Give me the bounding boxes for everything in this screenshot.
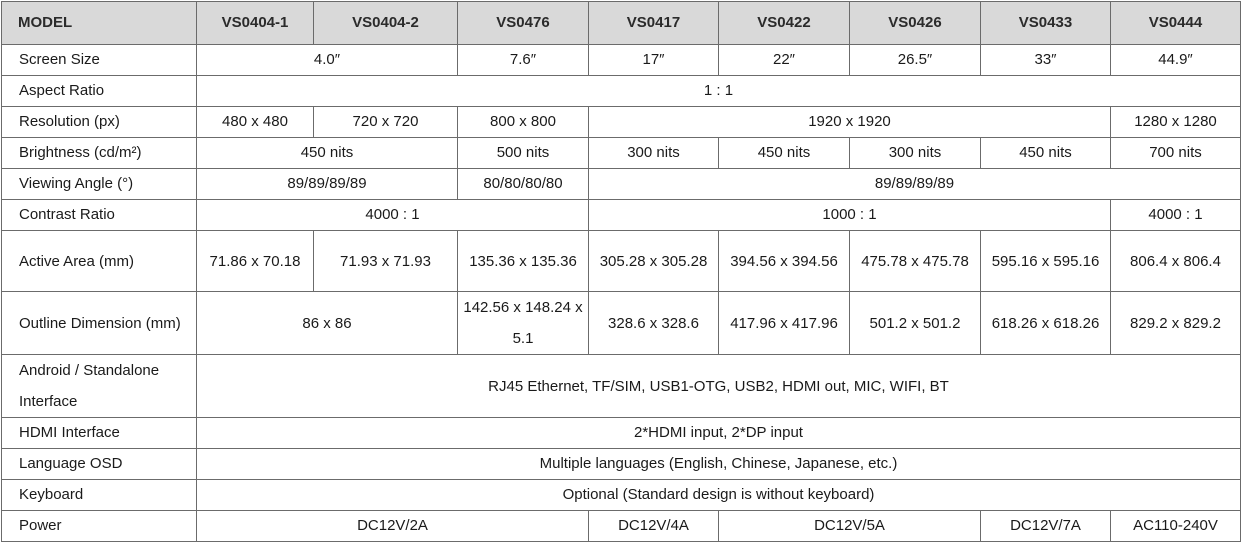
- header-model-name: VS0476: [458, 2, 589, 45]
- cell-value: 800 x 800: [458, 107, 589, 138]
- row-power: [2, 511, 1241, 542]
- cell-value: DC12V/2A: [197, 511, 589, 542]
- cell-value: 305.28 x 305.28: [589, 231, 719, 292]
- cell-value: 450 nits: [197, 138, 458, 169]
- cell-value: 22″: [719, 45, 850, 76]
- cell-value: 700 nits: [1111, 138, 1241, 169]
- cell-value: 4.0″: [197, 45, 458, 76]
- cell-value: 4000 : 1: [1111, 200, 1241, 231]
- row-hdmi-interface: [2, 418, 1241, 449]
- header-model-name: VS0404-1: [197, 2, 314, 45]
- row-label: Outline Dimension (mm): [2, 292, 197, 355]
- cell-value: 1000 : 1: [589, 200, 1111, 231]
- cell-value: 4000 : 1: [197, 200, 589, 231]
- row-label: Screen Size: [2, 45, 197, 76]
- cell-value: 501.2 x 501.2: [850, 292, 981, 355]
- cell-value: 618.26 x 618.26: [981, 292, 1111, 355]
- cell-value: DC12V/5A: [719, 511, 981, 542]
- header-model-name: VS0422: [719, 2, 850, 45]
- cell-value: 829.2 x 829.2: [1111, 292, 1241, 355]
- row-resolution: [2, 107, 1241, 138]
- cell-value: DC12V/7A: [981, 511, 1111, 542]
- row-label: HDMI Interface: [2, 418, 197, 449]
- cell-value: Multiple languages (English, Chinese, Japanese, etc.): [197, 449, 1241, 480]
- cell-value: RJ45 Ethernet, TF/SIM, USB1-OTG, USB2, HDMI out, MIC, WIFI, BT: [197, 355, 1241, 418]
- cell-value: 480 x 480: [197, 107, 314, 138]
- row-outline-dimension: [2, 292, 1241, 355]
- row-aspect-ratio: [2, 76, 1241, 107]
- row-label: Brightness (cd/m²): [2, 138, 197, 169]
- cell-value: 7.6″: [458, 45, 589, 76]
- cell-value: 89/89/89/89: [589, 169, 1241, 200]
- cell-value: 1 : 1: [197, 76, 1241, 107]
- header-model-name: VS0404-2: [314, 2, 458, 45]
- cell-value: 450 nits: [981, 138, 1111, 169]
- header-model-name: VS0444: [1111, 2, 1241, 45]
- cell-value: Optional (Standard design is without keyboard): [197, 480, 1241, 511]
- cell-value: 328.6 x 328.6: [589, 292, 719, 355]
- row-keyboard: [2, 480, 1241, 511]
- row-language-osd: [2, 449, 1241, 480]
- header-model-name: VS0417: [589, 2, 719, 45]
- cell-value: 86 x 86: [197, 292, 458, 355]
- header-model: MODEL: [2, 2, 197, 45]
- cell-value: 300 nits: [850, 138, 981, 169]
- row-label: Aspect Ratio: [2, 76, 197, 107]
- cell-value: 44.9″: [1111, 45, 1241, 76]
- row-brightness: [2, 138, 1241, 169]
- cell-value: 1920 x 1920: [589, 107, 1111, 138]
- cell-value: 300 nits: [589, 138, 719, 169]
- cell-value: 720 x 720: [314, 107, 458, 138]
- cell-value: 142.56 x 148.24 x 5.1: [458, 292, 589, 355]
- row-label: Active Area (mm): [2, 231, 197, 292]
- cell-value: 17″: [589, 45, 719, 76]
- cell-value: DC12V/4A: [589, 511, 719, 542]
- cell-value: 89/89/89/89: [197, 169, 458, 200]
- header-model-name: VS0433: [981, 2, 1111, 45]
- spec-table: [1, 1, 1241, 542]
- cell-value: 806.4 x 806.4: [1111, 231, 1241, 292]
- cell-value: 450 nits: [719, 138, 850, 169]
- cell-value: 394.56 x 394.56: [719, 231, 850, 292]
- header-row: [2, 2, 1241, 45]
- cell-value: 1280 x 1280: [1111, 107, 1241, 138]
- cell-value: 595.16 x 595.16: [981, 231, 1111, 292]
- cell-value: 475.78 x 475.78: [850, 231, 981, 292]
- cell-value: 500 nits: [458, 138, 589, 169]
- cell-value: 26.5″: [850, 45, 981, 76]
- row-android-interface: [2, 355, 1241, 418]
- row-label: Android / Standalone Interface: [2, 355, 197, 418]
- cell-value: 2*HDMI input, 2*DP input: [197, 418, 1241, 449]
- cell-value: 71.93 x 71.93: [314, 231, 458, 292]
- cell-value: 80/80/80/80: [458, 169, 589, 200]
- row-screen-size: [2, 45, 1241, 76]
- cell-value: 417.96 x 417.96: [719, 292, 850, 355]
- row-label: Language OSD: [2, 449, 197, 480]
- row-label: Contrast Ratio: [2, 200, 197, 231]
- cell-value: 135.36 x 135.36: [458, 231, 589, 292]
- row-contrast-ratio: [2, 200, 1241, 231]
- cell-value: 71.86 x 70.18: [197, 231, 314, 292]
- header-model-name: VS0426: [850, 2, 981, 45]
- cell-value: AC110-240V: [1111, 511, 1241, 542]
- row-viewing-angle: [2, 169, 1241, 200]
- cell-value: 33″: [981, 45, 1111, 76]
- row-label: Viewing Angle (°): [2, 169, 197, 200]
- row-label: Power: [2, 511, 197, 542]
- row-active-area: [2, 231, 1241, 292]
- row-label: Resolution (px): [2, 107, 197, 138]
- row-label: Keyboard: [2, 480, 197, 511]
